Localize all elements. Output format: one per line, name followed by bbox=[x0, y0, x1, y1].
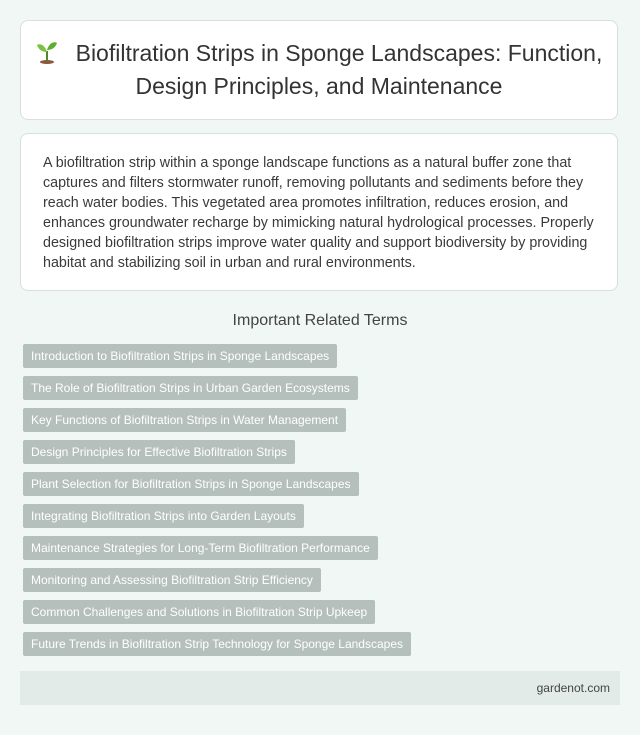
related-term-tag[interactable]: Design Principles for Effective Biofiltration Strips bbox=[23, 440, 295, 464]
description-card bbox=[20, 133, 618, 291]
page-title bbox=[21, 37, 617, 103]
title-card bbox=[20, 20, 618, 120]
footer bbox=[20, 671, 620, 705]
related-term-tag[interactable]: Maintenance Strategies for Long-Term Biofiltration Performance bbox=[23, 536, 378, 560]
related-term-tag[interactable]: Key Functions of Biofiltration Strips in Water Management bbox=[23, 408, 346, 432]
related-term-tag[interactable]: The Role of Biofiltration Strips in Urban Garden Ecosystems bbox=[23, 376, 358, 400]
related-terms-heading: Important Related Terms bbox=[232, 312, 408, 329]
related-term-tag[interactable]: Common Challenges and Solutions in Biofiltration Strip Upkeep bbox=[23, 600, 375, 624]
description-text: A biofiltration strip within a sponge landscape functions as a natural buffer zone that captures and filters stormwater runoff, removing pollutants and sediments before they reach water bodies. This vegetated area promotes infiltration, reduces erosion, and enhances groundwater recharge by mimicking natural hydrological processes. Properly designed biofiltration strips improve water quality and support biodiversity by providing habitat and stabilizing soil in urban and rural environments. bbox=[43, 155, 594, 271]
related-term-tag[interactable]: Future Trends in Biofiltration Strip Technology for Sponge Landscapes bbox=[23, 632, 411, 656]
related-term-tag[interactable]: Integrating Biofiltration Strips into Garden Layouts bbox=[23, 504, 304, 528]
related-term-tag[interactable]: Monitoring and Assessing Biofiltration Strip Efficiency bbox=[23, 568, 321, 592]
sprout-icon bbox=[36, 40, 58, 64]
page-title-text: Biofiltration Strips in Sponge Landscapes: Function, Design Principles, and Maintenance bbox=[75, 40, 603, 99]
related-term-tag[interactable]: Introduction to Biofiltration Strips in Sponge Landscapes bbox=[23, 344, 337, 368]
related-term-tag[interactable]: Plant Selection for Biofiltration Strips in Sponge Landscapes bbox=[23, 472, 359, 496]
related-terms-list bbox=[23, 344, 411, 664]
footer-site-link[interactable]: gardenot.com bbox=[536, 681, 610, 695]
